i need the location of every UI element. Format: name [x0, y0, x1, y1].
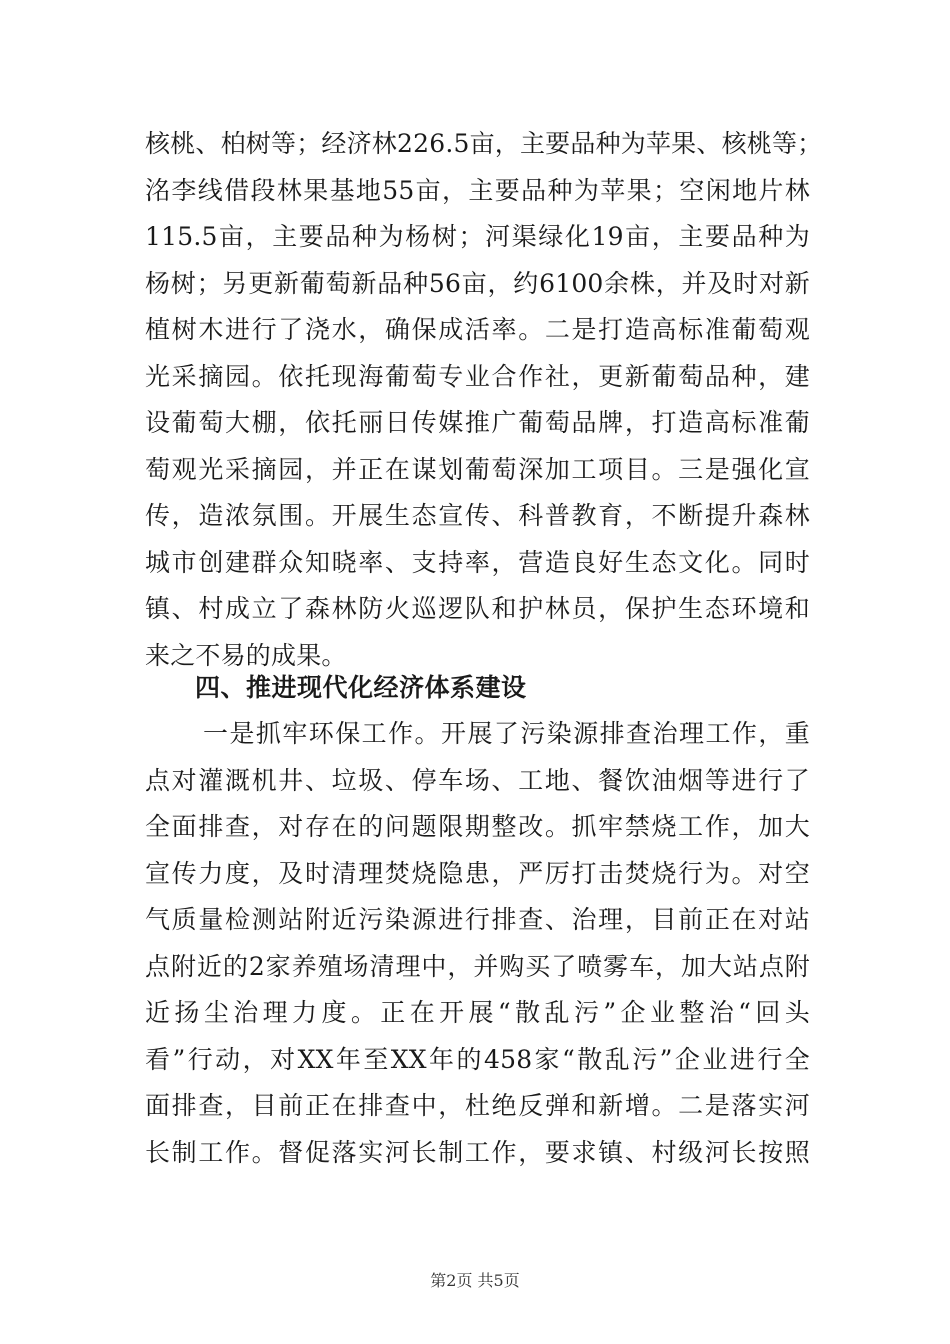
paragraph-line: 面排查，目前正在排查中，杜绝反弹和新增。二是落实河: [145, 1091, 810, 1120]
paragraph-environment: [145, 711, 810, 1176]
paragraph-line: 光采摘园。依托现海葡萄专业合作社，更新葡萄品种，建: [145, 361, 810, 391]
section-heading: 四、推进现代化经济体系建设: [195, 673, 527, 702]
paragraph-line: 近扬尘治理力度。正在开展“散乱污”企业整治“回头: [145, 998, 810, 1027]
paragraph-line: 一是抓牢环保工作。开展了污染源排查治理工作，重: [203, 719, 810, 748]
paragraph-line: 设葡萄大棚，依托丽日传媒推广葡萄品牌，打造高标准葡: [145, 408, 810, 437]
paragraph-line: 核桃、柏树等；经济林226.5亩，主要品种为苹果、核桃等；: [145, 129, 823, 158]
paragraph-line: 萄观光采摘园，并正在谋划葡萄深加工项目。三是强化宣: [145, 454, 810, 484]
paragraph-forestry: [145, 121, 823, 679]
paragraph-line: 看”行动，对XX年至XX年的458家“散乱污”企业进行全: [145, 1044, 810, 1074]
paragraph-line: 镇、村成立了森林防火巡逻队和护林员，保护生态环境和: [145, 594, 810, 623]
paragraph-line: 气质量检测站附近污染源进行排查、治理，目前正在对站: [145, 905, 810, 934]
paragraph-line: 植树木进行了浇水，确保成活率。二是打造高标准葡萄观: [145, 315, 810, 344]
paragraph-line: 来之不易的成果。: [145, 640, 347, 670]
paragraph-line: 点附近的2家养殖场清理中，并购买了喷雾车，加大站点附: [145, 951, 810, 981]
paragraph-line: 传，造浓氛围。开展生态宣传、科普教育，不断提升森林: [145, 501, 810, 530]
paragraph-line: 全面排查，对存在的问题限期整改。抓牢禁烧工作，加大: [145, 812, 810, 841]
paragraph-line: 115.5亩，主要品种为杨树；河渠绿化19亩，主要品种为: [145, 222, 810, 251]
paragraph-line: 洺李线借段林果基地55亩，主要品种为苹果；空闲地片林: [145, 175, 810, 205]
page-footer: 第2页 共5页: [430, 1271, 520, 1290]
paragraph-line: 城市创建群众知晓率、支持率，营造良好生态文化。同时: [145, 547, 810, 577]
paragraph-line: 点对灌溉机井、垃圾、停车场、工地、餐饮油烟等进行了: [145, 765, 810, 795]
paragraph-line: 杨树；另更新葡萄新品种56亩，约6100余株，并及时对新: [145, 268, 810, 298]
paragraph-line: 宣传力度，及时清理焚烧隐患，严厉打击焚烧行为。对空: [145, 858, 810, 888]
paragraph-line: 长制工作。督促落实河长制工作，要求镇、村级河长按照: [145, 1137, 810, 1167]
